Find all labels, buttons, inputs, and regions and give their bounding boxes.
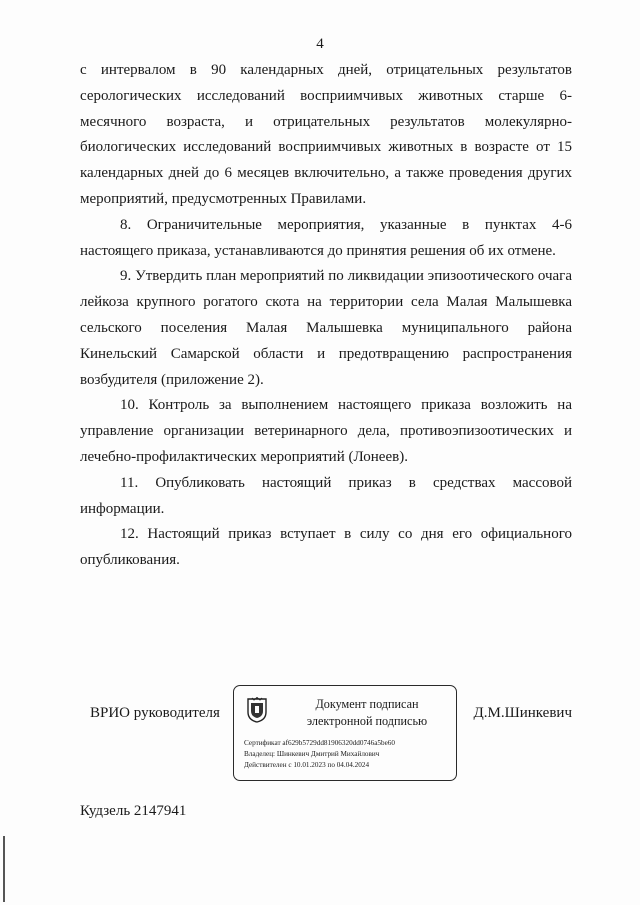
paragraph-7-continuation: с интервалом в 90 календарных дней, отрицательных результатов серологических исследований восприимчивых животных старше 6-месячного возраста, и отрицательных результатов молекулярно-биологических исследований восприимчивых животных в возрасте от 15 календарных дней до 6 месяцев включительно, а также проведения других мероприятий, предусмотренных Правилами. [80, 62, 572, 207]
paragraph-12: 12. Настоящий приказ вступает в силу со дня его официального опубликования. [80, 526, 572, 569]
scan-edge-mark [3, 836, 5, 902]
paragraph-9: 9. Утвердить план мероприятий по ликвидации эпизоотического очага лейкоза крупного рогатого скота на территории села Малая Малышевка сельского поселения Малая Малышевка муниципального района Кинельский Самарской области и предотвращению распространения возбудителя (приложение 2). [80, 268, 572, 388]
order-body-text [80, 58, 572, 574]
signature-block [0, 685, 640, 785]
page-number: 4 [316, 36, 324, 52]
paragraph-8: 8. Ограничительные мероприятия, указанные в пунктах 4-6 настоящего приказа, устанавливаются до принятия решения об их отмене. [80, 216, 572, 259]
stamp-details [244, 738, 454, 771]
signer-name: Д.М.Шинкевич [473, 705, 572, 721]
stamp-owner: Владелец: Шинкевич Дмитрий Михайлович [244, 750, 380, 758]
paragraph-10: 10. Контроль за выполнением настоящего приказа возложить на управление организации ветеринарного дела, противоэпизоотических и лечебно-профилактических мероприятий (Лонеев). [80, 397, 572, 465]
paragraph-11: 11. Опубликовать настоящий приказ в средствах массовой информации. [80, 474, 572, 517]
stamp-title-line-2: электронной подписью [306, 714, 428, 728]
executor-note: Кудзель 2147941 [80, 803, 187, 819]
stamp-title-line-1: Документ подписан [315, 697, 419, 711]
stamp-certificate: Сертификат af629b5729dd81906320dd0746a5be60 [244, 739, 395, 747]
electronic-signature-stamp [233, 685, 457, 781]
samara-coat-of-arms-icon [246, 697, 268, 723]
stamp-validity: Действителен с 10.01.2023 по 04.04.2024 [244, 761, 370, 769]
stamp-title [282, 696, 452, 730]
signer-position: ВРИО руководителя [90, 705, 220, 721]
